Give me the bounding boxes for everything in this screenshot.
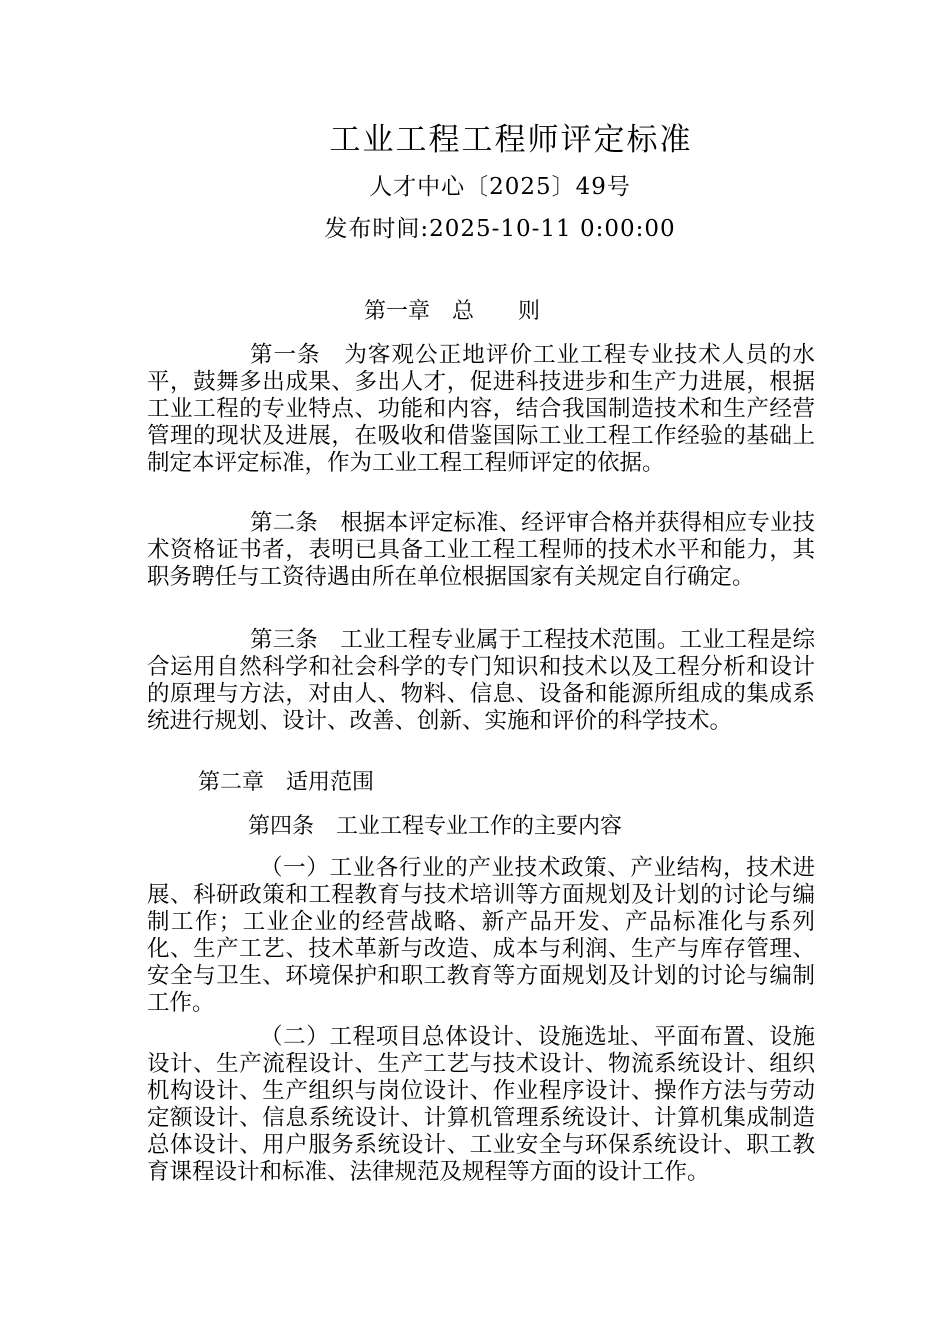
document-title: 工业工程工程师评定标准 bbox=[329, 122, 693, 158]
article-1-paragraph: 第一条 为客观公正地评价工业工程专业技术人员的水平，鼓舞多出成果、多出人才，促进科技进步和生产力进展，根据工业工程的专业特点、功能和内容，结合我国制造技术和生产经营管理的现状及进展，在吸收和借鉴国际工业工程工作经验的基础上制定本评定标准，作为工业工程工程师评定的依据。 bbox=[147, 342, 815, 476]
article-4-item-1-paragraph: （一）工业各行业的产业技术政策、产业结构，技术进展、科研政策和工程教育与技术培训等方面规划及计划的讨论与编制工作；工业企业的经营战略、新产品开发、产品标准化与系列化、生产工艺、技术革新与改造、成本与利润、生产与库存管理、安全与卫生、环境保护和职工教育等方面规划及计划的讨论与编制工作。 bbox=[147, 855, 815, 1016]
article-4-heading: 第四条 工业工程专业工作的主要内容 bbox=[248, 814, 623, 839]
chapter-heading-scope: 第二章 适用范围 bbox=[198, 770, 375, 795]
article-3-paragraph: 第三条 工业工程专业属于工程技术范围。工业工程是综合运用自然科学和社会科学的专门知识和技术以及工程分析和设计的原理与方法，对由人、物料、信息、设备和能源所组成的集成系统进行规划、设计、改善、创新、实施和评价的科学技术。 bbox=[147, 627, 815, 734]
article-4-item-2-paragraph: （二）工程项目总体设计、设施选址、平面布置、设施设计、生产流程设计、生产工艺与技术设计、物流系统设计、组织机构设计、生产组织与岗位设计、作业程序设计、操作方法与劳动定额设计、信息系统设计、计算机管理系统设计、计算机集成制造总体设计、用户服务系统设计、工业安全与环保系统设计、职工教育课程设计和标准、法律规范及规程等方面的设计工作。 bbox=[147, 1024, 815, 1185]
document-number: 人才中心〔2025〕49号 bbox=[369, 174, 631, 200]
publish-time: 发布时间:2025-10-11 0:00:00 bbox=[324, 216, 676, 242]
chapter-heading-general-provisions: 第一章 总 则 bbox=[364, 299, 541, 324]
article-2-paragraph: 第二条 根据本评定标准、经评审合格并获得相应专业技术资格证书者，表明已具备工业工程工程师的技术水平和能力，其职务聘任与工资待遇由所在单位根据国家有关规定自行确定。 bbox=[147, 510, 815, 590]
